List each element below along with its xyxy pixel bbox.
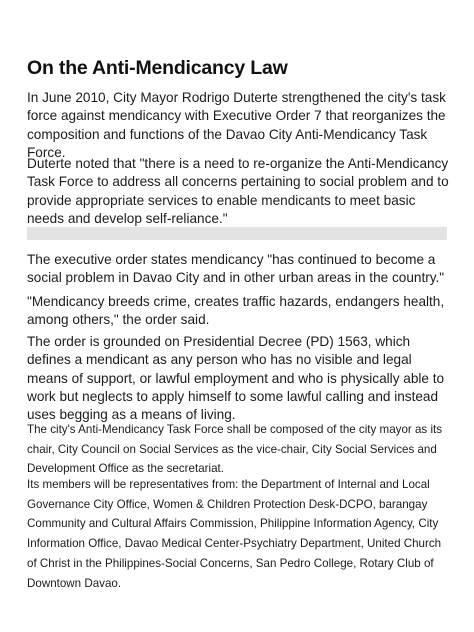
page-title: On the Anti-Mendicancy Law: [27, 57, 288, 79]
gray-divider-bar: [27, 227, 447, 240]
paragraph-task-force-composition: The city's Anti-Mendicancy Task Force shall be composed of the city mayor as its chair, City Council on Social Services as the vice-chair, City Social Services and Development Office as the secretariat.: [27, 423, 443, 476]
paragraph-social-problem: The executive order states mendicancy "has continued to become a social problem in Davao City and in other urban areas in the country.": [27, 252, 445, 286]
paragraph-mendicancy-crime: "Mendicancy breeds crime, creates traffic hazards, endangers health, among others," the order said.: [27, 294, 445, 328]
paragraph-presidential-decree: The order is grounded on Presidential Decree (PD) 1563, which defines a mendicant as any person who has no visible and legal means of support, or lawful employment and who is physically able to work but neglects to apply himself to some lawful calling and instead uses begging as a means of living.: [27, 334, 445, 423]
paragraph-duterte-quote: Duterte noted that "there is a need to re-organize the Anti-Mendicancy Task Force to address all concerns pertaining to social problem and to provide appropriate services to enable mendicants to meet basic needs and develop self-reliance.": [27, 156, 449, 226]
paragraph-task-force-members: Its members will be representatives from: the Department of Internal and Local Governance City Office, Women & Children Protection Desk-DCPO, barangay Community and Cultural Affairs Commission, Philippine Information Agency, City Information Office, Davao Medical Center-Psychiatry Department, United Church of Christ in the Philippines-Social Concerns, San Pedro College, Rotary Club of Downtown Davao.: [27, 478, 442, 590]
paragraph-executive-order: In June 2010, City Mayor Rodrigo Duterte strengthened the city's task force against mendicancy with Executive Order 7 that reorganizes the composition and functions of the Davao City Anti-Mendicancy Task Force.: [27, 90, 446, 160]
